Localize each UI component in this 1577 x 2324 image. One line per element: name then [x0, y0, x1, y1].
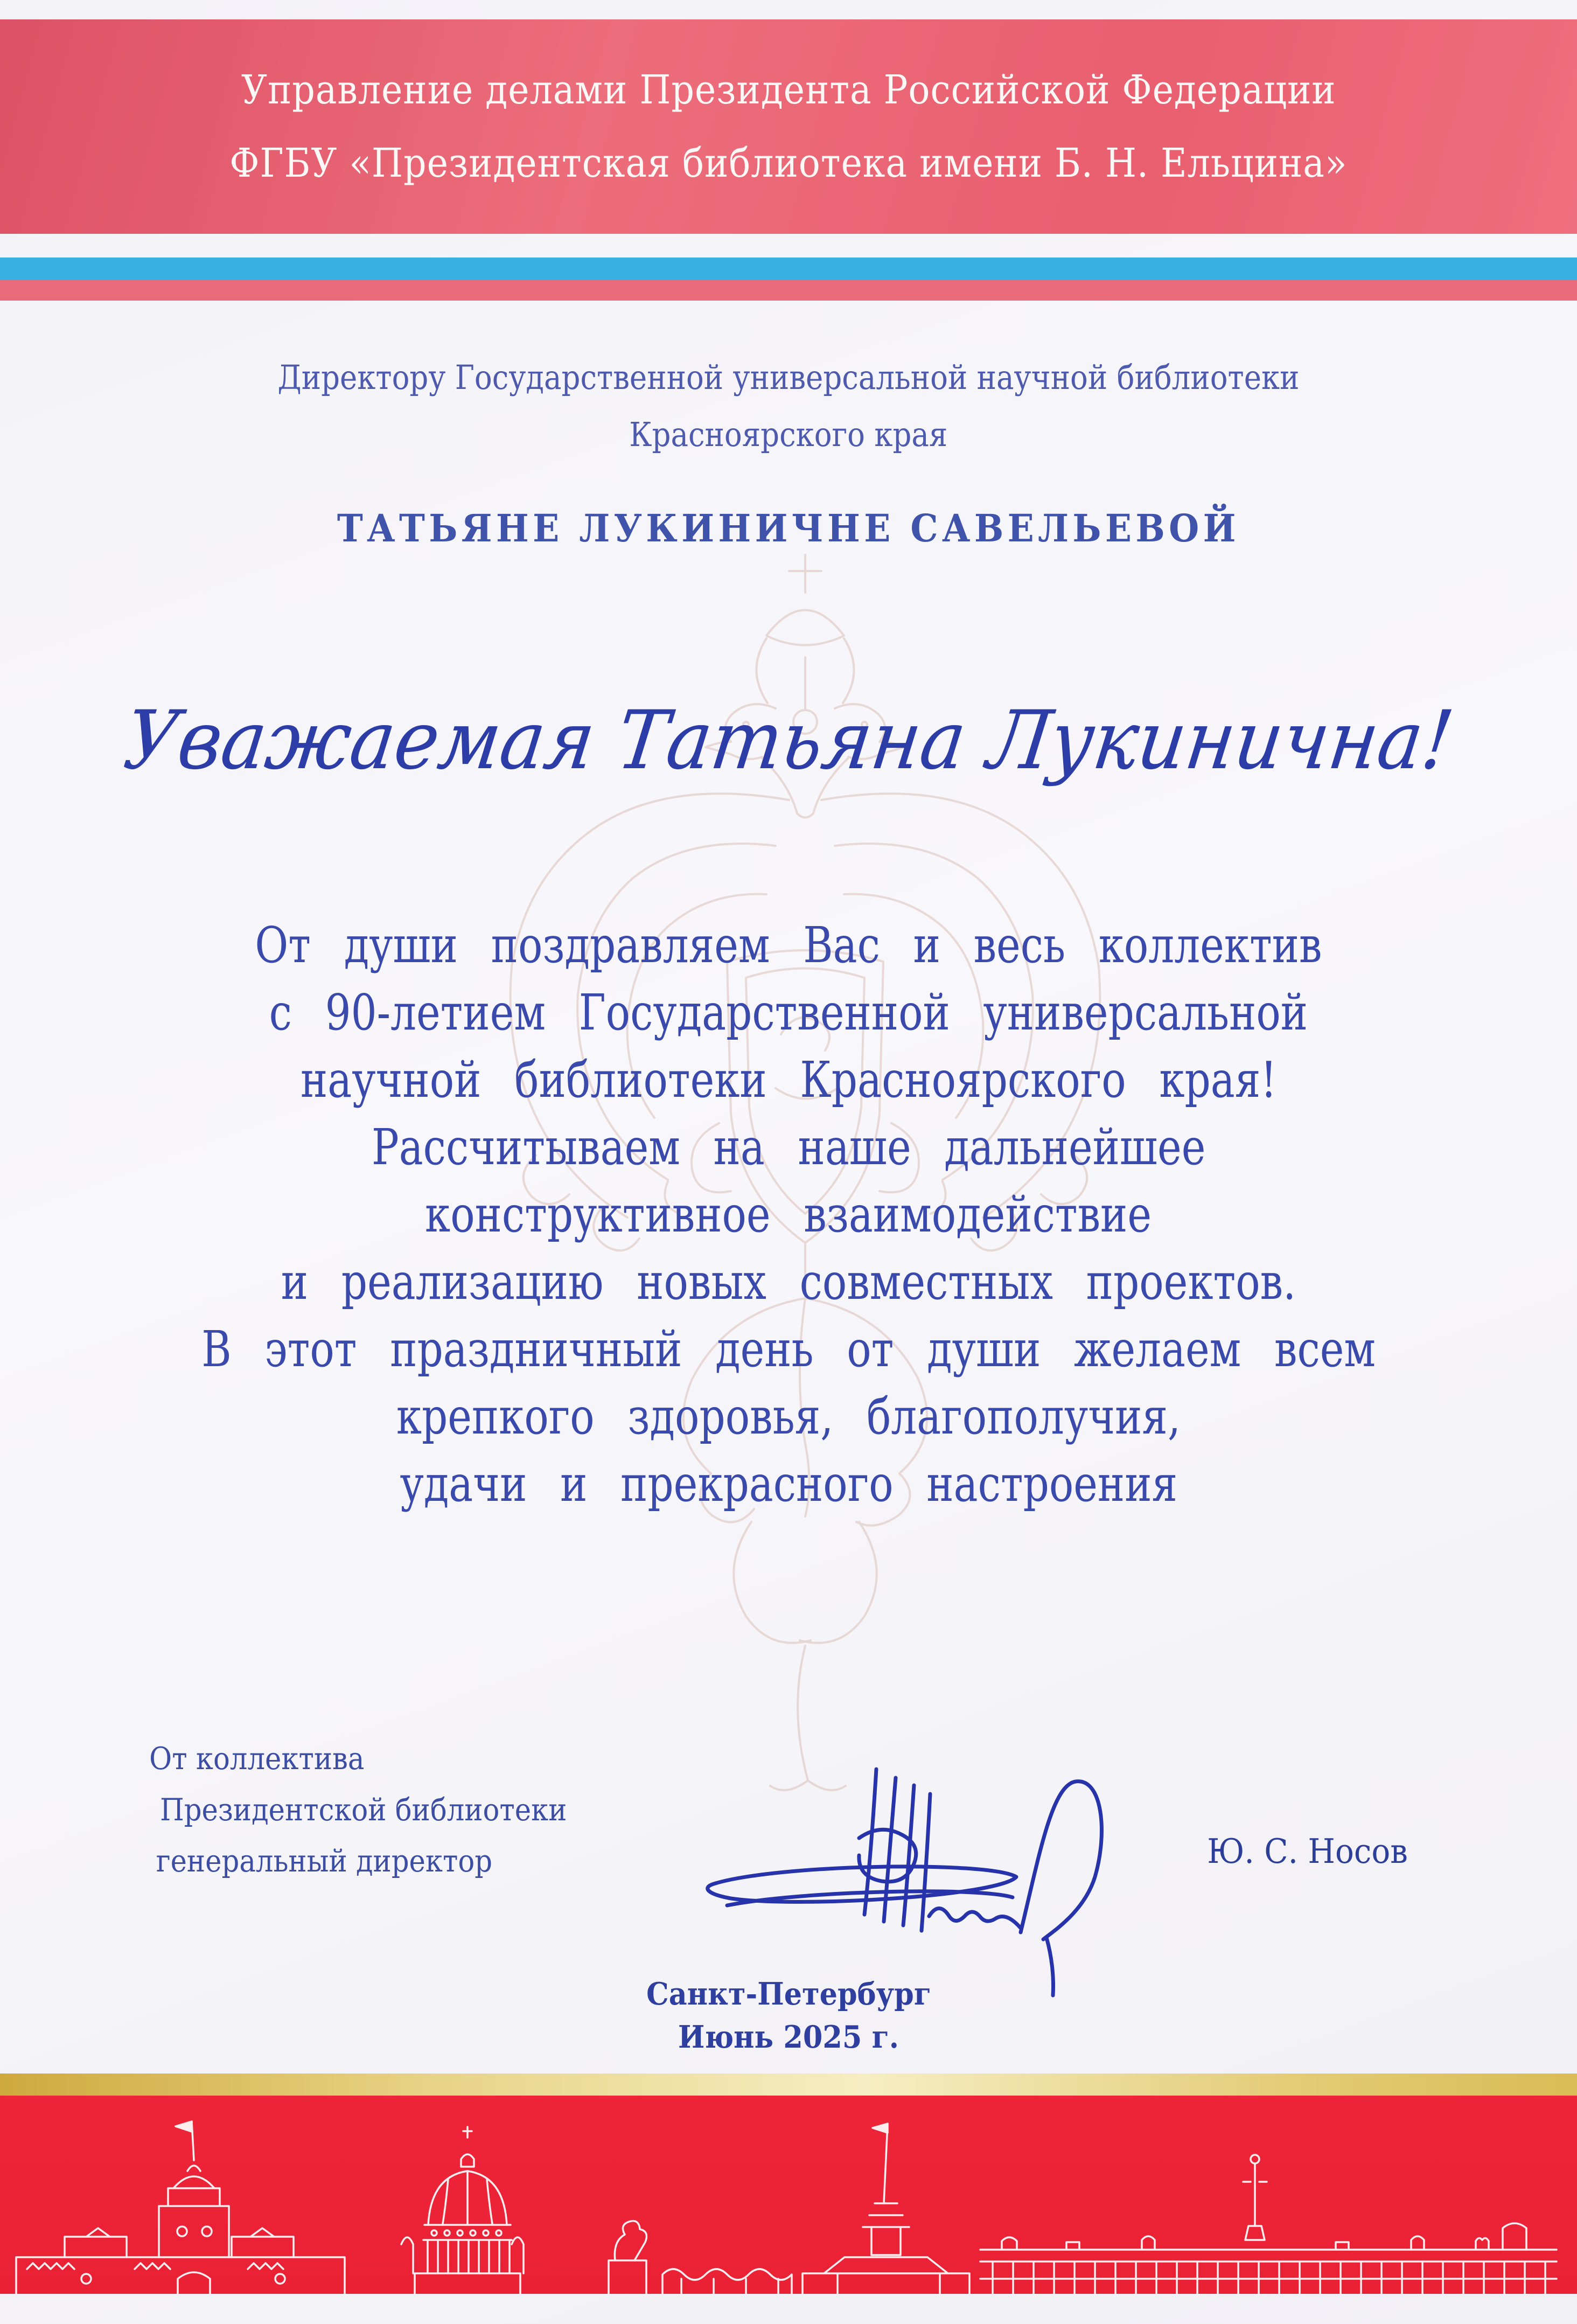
gold-stripe	[0, 2073, 1577, 2096]
body-line: крепкого здоровья, благополучия,	[396, 1388, 1181, 1445]
body-line: В этот праздничный день от души желаем всем	[201, 1320, 1376, 1378]
flag-stripe-blue	[0, 258, 1577, 280]
org-line-1: Управление делами Президента Российской Федерации	[241, 67, 1336, 113]
signatory-line-1: От коллектива	[149, 1741, 365, 1777]
date-line: Июнь 2025 г.	[678, 2019, 899, 2055]
place-date-block	[0, 1973, 1577, 2059]
body-line: с 90-летием Государственной универсальной	[269, 984, 1308, 1041]
signatory-title-block	[137, 1734, 589, 1887]
signatory-line-3: генеральный директор	[156, 1843, 493, 1879]
body-line: конструктивное взаимодействие	[425, 1186, 1152, 1243]
body-line: и реализацию новых совместных проектов.	[281, 1253, 1296, 1311]
city-skyline-illustration	[0, 2096, 1577, 2294]
header-band	[0, 19, 1577, 234]
body-line: Рассчитываем на наше дальнейшее	[371, 1118, 1206, 1176]
addressee-line-2: Красноярского края	[629, 415, 948, 454]
footer-band	[0, 2096, 1577, 2294]
body-line: научной библиотеки Красноярского края!	[300, 1051, 1277, 1109]
addressee-block	[0, 349, 1577, 463]
body-line: удачи и прекрасного настроения	[400, 1455, 1177, 1513]
body-paragraph	[0, 911, 1577, 1518]
addressee-line-1: Директору Государственной универсальной научной библиотеки	[277, 358, 1300, 397]
addressee-name: ТАТЬЯНЕ ЛУКИНИЧНЕ САВЕЛЬЕВОЙ	[337, 505, 1240, 551]
signatory-line-2: Президентской библиотеки	[159, 1792, 567, 1828]
greeting-line: Уважаемая Татьяна Лукинична!	[118, 694, 1459, 788]
city-line: Санкт-Петербург	[646, 1976, 931, 2012]
org-line-2: ФГБУ «Президентская библиотека имени Б. Н. Ельцина»	[229, 140, 1348, 186]
signature-scribble	[697, 1752, 1150, 2000]
signer-name: Ю. С. Носов	[1207, 1832, 1408, 1871]
flag-stripe-red	[0, 280, 1577, 301]
body-line: От души поздравляем Вас и весь коллектив	[255, 916, 1322, 974]
